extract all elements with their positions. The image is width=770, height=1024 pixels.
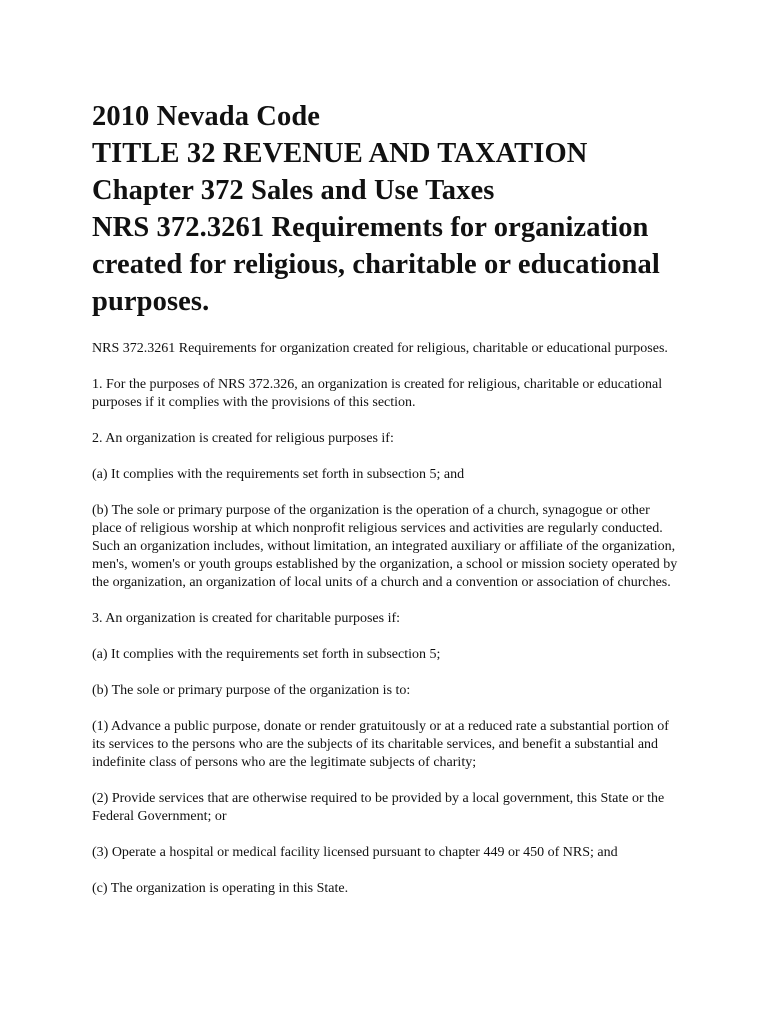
section-caption: NRS 372.3261 Requirements for organization created for religious, charitable or educational purposes. xyxy=(92,341,668,356)
subsection-3-b: (b) The sole or primary purpose of the organization is to: xyxy=(92,683,411,698)
subsection-3-a: (a) It complies with the requirements set forth in subsection 5; xyxy=(92,647,441,662)
subsection-2: 2. An organization is created for religious purposes if: xyxy=(92,431,394,446)
subsection-2-a: (a) It complies with the requirements set forth in subsection 5; and xyxy=(92,467,465,482)
code-title: 2010 Nevada Code xyxy=(92,101,321,132)
document-heading xyxy=(92,98,682,320)
section-heading: NRS 372.3261 Requirements for organization created for religious, charitable or educational purposes. xyxy=(92,212,660,317)
subsection-3: 3. An organization is created for charitable purposes if: xyxy=(92,611,401,626)
subsection-3-c: (c) The organization is operating in this State. xyxy=(92,881,349,896)
subsection-3-b-2: (2) Provide services that are otherwise required to be provided by a local government, this State or the Federal Government; or xyxy=(92,791,665,824)
subsection-3-b-3: (3) Operate a hospital or medical facility licensed pursuant to chapter 449 or 450 of NRS; and xyxy=(92,845,618,860)
subsection-3-b-1: (1) Advance a public purpose, donate or render gratuitously or at a reduced rate a substantial portion of its services to the persons who are the subjects of its charitable services, and benefit a substantial and indefinite class of persons who are the legitimate subjects of charity; xyxy=(92,719,669,770)
subsection-2-b: (b) The sole or primary purpose of the organization is the operation of a church, synagogue or other place of religious worship at which nonprofit religious services and activities are regularly conducted. Such an organization includes, without limitation, an integrated auxiliary or affiliate of the organization, men's, women's or youth groups established by the organization, a school or mission society operated by the organization, an organization of local units of a church and a convention or association of churches. xyxy=(92,503,678,590)
title-heading: TITLE 32 REVENUE AND TAXATION xyxy=(92,138,588,169)
chapter-heading: Chapter 372 Sales and Use Taxes xyxy=(92,175,495,206)
document-page xyxy=(92,98,682,916)
subsection-1: 1. For the purposes of NRS 372.326, an organization is created for religious, charitable or educational purposes if it complies with the provisions of this section. xyxy=(92,377,663,410)
